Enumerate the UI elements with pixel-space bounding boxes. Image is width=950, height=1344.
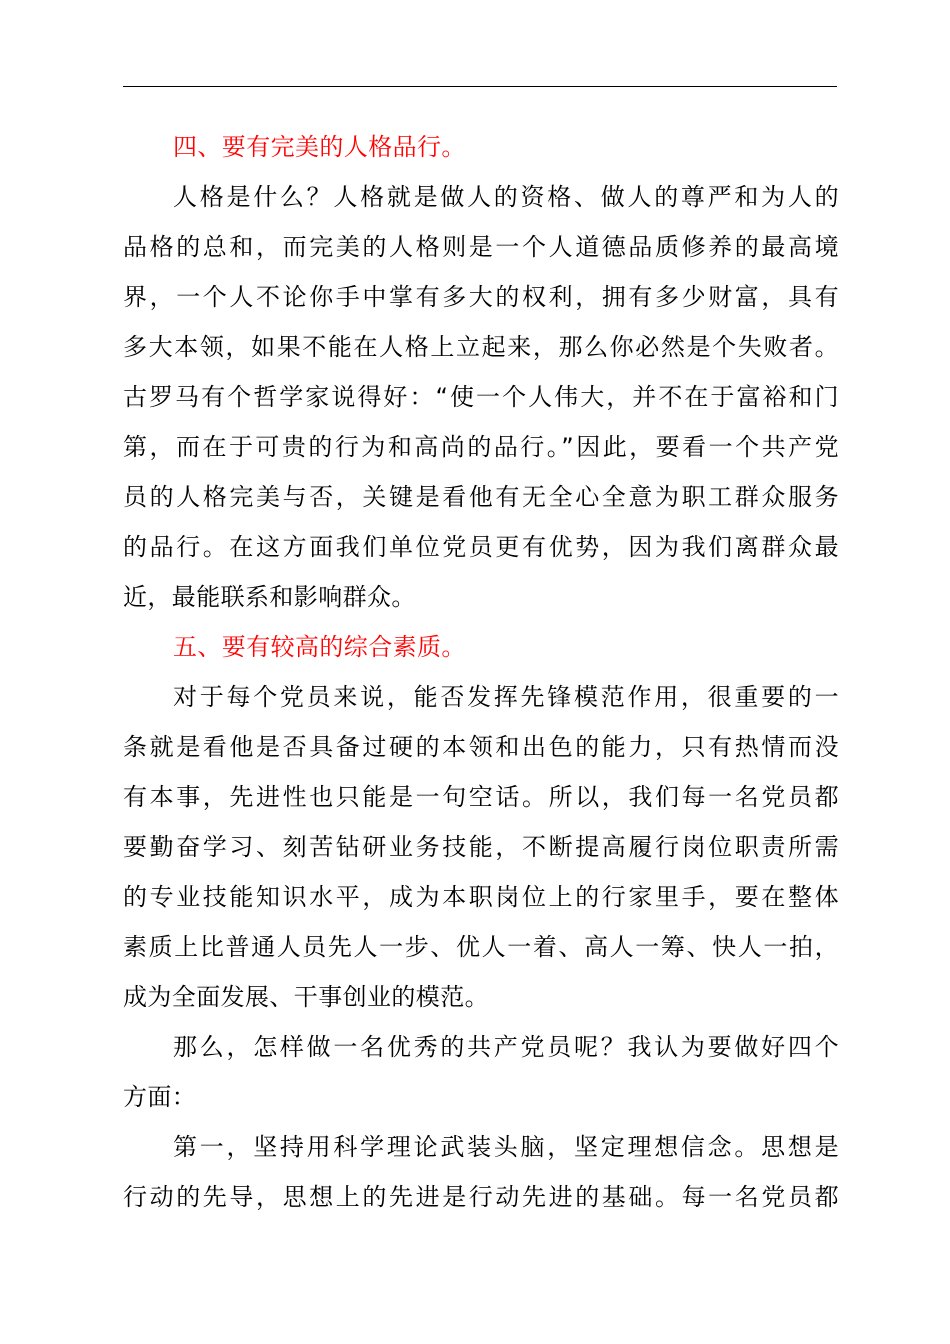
text-line: 近，最能联系和影响群众。 [123, 583, 416, 611]
heading-five: 五、要有较高的综合素质。 [173, 633, 466, 661]
text-line: 那么，怎样做一名优秀的共产党员呢？我认为要做好四个 [173, 1033, 839, 1061]
text-line: 第一，坚持用科学理论武装头脑，坚定理想信念。思想是 [173, 1133, 839, 1161]
text-line: 条就是看他是否具备过硬的本领和出色的能力，只有热情而没 [123, 733, 839, 761]
text-line: 人格是什么？人格就是做人的资格、做人的尊严和为人的 [173, 183, 839, 211]
text-line: 有本事，先进性也只能是一句空话。所以，我们每一名党员都 [123, 783, 839, 811]
text-line: 古罗马有个哲学家说得好：“使一个人伟大，并不在于富裕和门 [123, 383, 839, 411]
text-line: 对于每个党员来说，能否发挥先锋模范作用，很重要的一 [173, 683, 839, 711]
text-line: 第，而在于可贵的行为和高尚的品行。”因此，要看一个共产党 [123, 433, 839, 461]
heading-four: 四、要有完美的人格品行。 [173, 133, 466, 161]
text-line: 品格的总和，而完美的人格则是一个人道德品质修养的最高境 [123, 233, 839, 261]
text-line: 界，一个人不论你手中掌有多大的权利，拥有多少财富，具有 [123, 283, 839, 311]
text-line: 员的人格完美与否，关键是看他有无全心全意为职工群众服务 [123, 483, 839, 511]
text-line: 的专业技能知识水平，成为本职岗位上的行家里手，要在整体 [123, 883, 839, 911]
text-line: 多大本领，如果不能在人格上立起来，那么你必然是个失败者。 [123, 333, 839, 361]
document-body [123, 122, 839, 1222]
text-line: 要勤奋学习、刻苦钻研业务技能，不断提高履行岗位职责所需 [123, 833, 839, 861]
text-line: 的品行。在这方面我们单位党员更有优势，因为我们离群众最 [123, 533, 839, 561]
text-line: 方面： [123, 1083, 197, 1111]
text-line: 行动的先导，思想上的先进是行动先进的基础。每一名党员都 [123, 1183, 839, 1211]
text-line: 素质上比普通人员先人一步、优人一着、高人一筹、快人一拍， [123, 933, 839, 961]
text-line: 成为全面发展、干事创业的模范。 [123, 983, 489, 1011]
header-rule [123, 86, 837, 87]
